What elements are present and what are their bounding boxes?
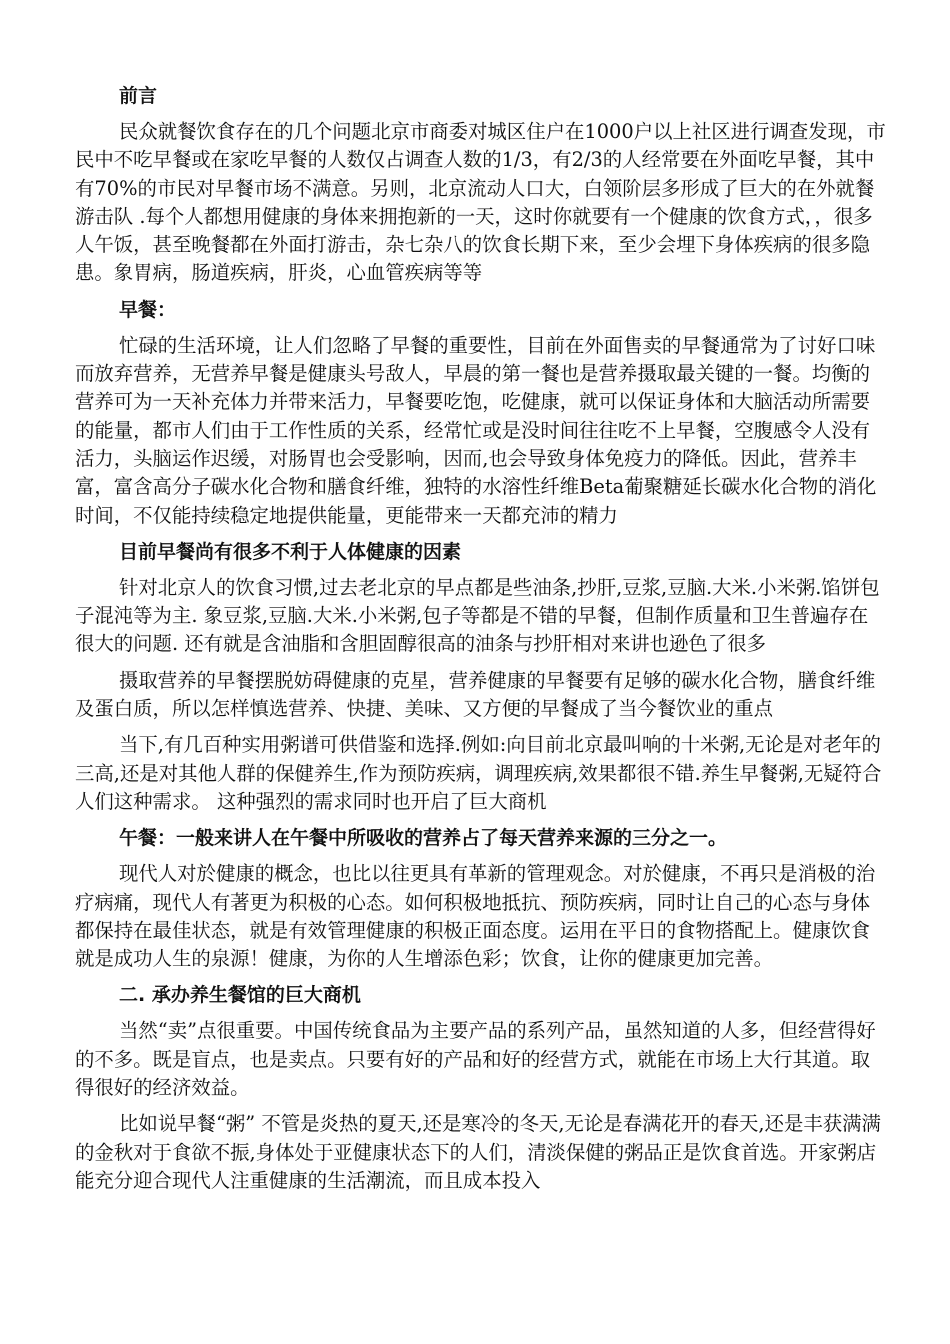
paragraph-beijing-habits: 针对北京人的饮食习惯,过去老北京的早点都是些油条,抄肝,豆浆,豆脑.大米.小米粥.馅饼包子混沌等为主. 象豆浆,豆脑.大米.小米粥,包子等都是不错的早餐，但制作质量和卫生普遍存在很大的问题. 还有就是含油脂和含胆固醇很高的油条与抄肝相对来讲也逊色了很多 (75, 575, 880, 656)
paragraph-porridge-example: 比如说早餐“粥” 不管是炎热的夏天,还是寒冷的冬天,无论是春满花开的春天,还是丰获满满的金秋对于食欲不振,身体处于亚健康状态下的人们，清淡保健的粥品正是饮食首选。开家粥店能充分迎合现代人注重健康的生活潮流，而且成本投入 (75, 1112, 881, 1192)
paragraph-selling-point: 当然“卖”点很重要。中国传统食品为主要产品的系列产品，虽然知道的人多，但经营得好的不多。既是盲点，也是卖点。只要有好的产品和好的经营方式，就能在市场上大行其道。取得很好的经济效益。 (75, 1019, 876, 1100)
section-heading-business-opportunity: 二. 承办养生餐馆的巨大商机 (119, 984, 361, 1007)
section-heading-breakfast: 早餐： (119, 298, 177, 321)
section-heading-preface: 前言 (119, 85, 158, 107)
section-heading-breakfast-problems: 目前早餐尚有很多不利于人体健康的因素 (119, 540, 462, 563)
paragraph-porridge-recipes: 当下,有几百种实用粥谱可供借鉴和选择.例如:向目前北京最叫响的十米粥,无论是对老年的三高,还是对其他人群的保健养生,作为预防疾病，调理疾病,效果都很不错.养生早餐粥,无疑符合人们这种需求。 这种强烈的需求同时也开启了巨大商机 (75, 733, 882, 813)
document-page (75, 82, 887, 1203)
section-heading-lunch: 午餐：一般来讲人在午餐中所吸收的营养占了每天营养来源的三分之一。 (119, 827, 728, 850)
paragraph-health-concept: 现代人对於健康的概念，也比以往更具有革新的管理观念。对於健康，不再只是消极的治疗病痛，现代人有著更为积极的心态。如何积极地抵抗、预防疾病，同时让自己的心态与身体都保持在最佳状态，就是有效管理健康的积极正面态度。运用在平日的食物搭配上。健康饮食就是成功人生的泉源！健康，为你的人生增添色彩；饮食，让你的健康更加完善。 (75, 862, 876, 971)
paragraph-preface: 民众就餐饮食存在的几个问题北京市商委对城区住户在1000户以上社区进行调查发现，市民中不吃早餐或在家吃早餐的人数仅占调查人数的1/3，有2/3的人经常要在外面吃早餐，其中有70%的市民对早餐市场不满意。另则，北京流动人口大，白领阶层多形成了巨大的在外就餐游击队 .每个人都想用健康的身体来拥抱新的一天，这时你就要有一个健康的饮食方式，，很多人午饭，甚至晚餐都在外面打游击，杂七杂八的饮食长期下来，至少会埋下身体疾病的很多隐患。象胃病，肠道疾病，肝炎，心血管疾病等等 (75, 120, 886, 285)
paragraph-breakfast: 忙碌的生活环境，让人们忽略了早餐的重要性，目前在外面售卖的早餐通常为了讨好口味而放弃营养，无营养早餐是健康头号敌人，早晨的第一餐也是营养摄取最关键的一餐。均衡的营养可为一天补充体力并带来活力，早餐要吃饱，吃健康，就可以保证身体和大脑活动所需要的能量，都市人们由于工作性质的关系，经常忙或是没时间往往吃不上早餐，空腹感令人没有活力，头脑运作迟缓，对肠胃也会受影响，因而,也会导致身体免疫力的降低。因此，营养丰富，富含高分子碳水化合物和膳食纤维，独特的水溶性纤维Beta葡聚糖延长碳水化合物的消化时间，不仅能持续稳定地提供能量，更能带来一天都充沛的精力 (75, 333, 877, 527)
paragraph-nutrition-intake: 摄取营养的早餐摆脱妨碍健康的克星，营养健康的早餐要有足够的碳水化合物，膳食纤维及蛋白质，所以怎样慎选营养、快捷、美味、又方便的早餐成了当今餐饮业的重点 (75, 668, 876, 721)
